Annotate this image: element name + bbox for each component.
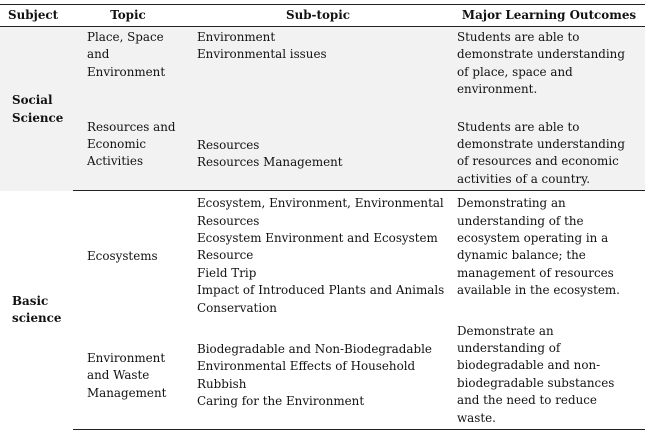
outcome-line: Demonstrate an — [457, 323, 554, 338]
topic-line: Environment — [87, 350, 166, 365]
outcome-line: understanding of — [457, 341, 561, 356]
subtopic-line: Resources — [197, 213, 260, 228]
subtopic-line: Biodegradable and Non-Biodegradable — [197, 342, 432, 357]
subtopic-line: Ecosystem Environment and Ecosystem — [197, 230, 438, 245]
topic-cell — [73, 323, 183, 430]
outcome-line: of place, space and — [457, 64, 573, 79]
outcome-line: biodegradable substances — [457, 375, 615, 390]
subject-cell — [0, 27, 73, 191]
subtopic-line: Environmental issues — [197, 47, 327, 62]
outcome-line: Students are able to — [457, 30, 580, 44]
topic-cell — [73, 191, 183, 323]
topic-line: and Waste — [87, 368, 150, 383]
outcome-line: Demonstrating an — [457, 196, 566, 211]
subtopic-line: Resources — [197, 137, 260, 152]
subtopic-line: Conservation — [197, 300, 277, 315]
header-row — [0, 5, 645, 27]
subject-line: Science — [12, 110, 64, 125]
subtopic-cell — [183, 27, 453, 119]
subtopic-line: Field Trip — [197, 265, 257, 280]
topic-line: Economic — [87, 136, 147, 151]
subject-line: Social — [12, 93, 53, 108]
table-row — [0, 323, 645, 430]
subject-line: science — [12, 311, 62, 326]
outcome-line: waste. — [457, 410, 496, 425]
outcome-line: demonstrate understanding — [457, 136, 625, 151]
outcome-line: of resources and economic — [457, 154, 619, 169]
header-subject: Subject — [0, 5, 73, 27]
subtopic-line: Environment — [197, 30, 276, 44]
header-outcomes: Major Learning Outcomes — [453, 5, 645, 27]
topic-line: Resources and — [87, 119, 176, 134]
outcome-cell — [453, 323, 645, 430]
curriculum-table — [0, 4, 645, 430]
subtopic-line: Resource — [197, 248, 254, 263]
outcome-line: Students are able to — [457, 119, 580, 134]
table-row — [0, 27, 645, 119]
table-row — [0, 191, 645, 323]
basic-science-group — [0, 191, 645, 430]
subtopic-cell — [183, 119, 453, 191]
subject-line: Basic — [12, 293, 49, 308]
outcome-line: biodegradable and non- — [457, 358, 601, 373]
subtopic-line: Resources Management — [197, 155, 343, 170]
outcome-line: demonstrate understanding — [457, 47, 625, 62]
header-topic: Topic — [73, 5, 183, 27]
subtopic-line: Rubbish — [197, 376, 247, 391]
table-header — [0, 5, 645, 27]
subtopic-line: Impact of Introduced Plants and Animals — [197, 283, 445, 298]
outcome-line: management of resources — [457, 265, 614, 280]
topic-line: Place, Space and — [87, 30, 164, 62]
social-science-group — [0, 27, 645, 191]
table-row — [0, 119, 645, 191]
subtopic-line: Environmental Effects of Household — [197, 359, 416, 374]
subtopic-line: Caring for the Environment — [197, 394, 365, 409]
topic-line: Activities — [87, 154, 144, 169]
topic-line: Management — [87, 385, 167, 400]
topic-line: Environment — [87, 64, 166, 79]
outcome-line: environment. — [457, 82, 538, 97]
subtopic-cell — [183, 323, 453, 430]
subtopic-cell — [183, 191, 453, 323]
outcome-line: understanding of the — [457, 213, 584, 228]
outcome-line: available in the ecosystem. — [457, 283, 620, 298]
outcome-line: dynamic balance; the — [457, 248, 586, 263]
outcome-line: ecosystem operating in a — [457, 230, 609, 245]
topic-cell — [73, 27, 183, 119]
subject-cell — [0, 191, 73, 430]
header-subtopic: Sub-topic — [183, 5, 453, 27]
outcome-line: activities of a country. — [457, 171, 591, 186]
outcome-line: and the need to reduce — [457, 393, 597, 408]
subtopic-line: Ecosystem, Environment, Environmental — [197, 196, 444, 211]
topic-line: Ecosystems — [87, 249, 158, 264]
topic-cell — [73, 119, 183, 191]
outcome-cell — [453, 119, 645, 191]
outcome-cell — [453, 27, 645, 119]
outcome-cell — [453, 191, 645, 323]
